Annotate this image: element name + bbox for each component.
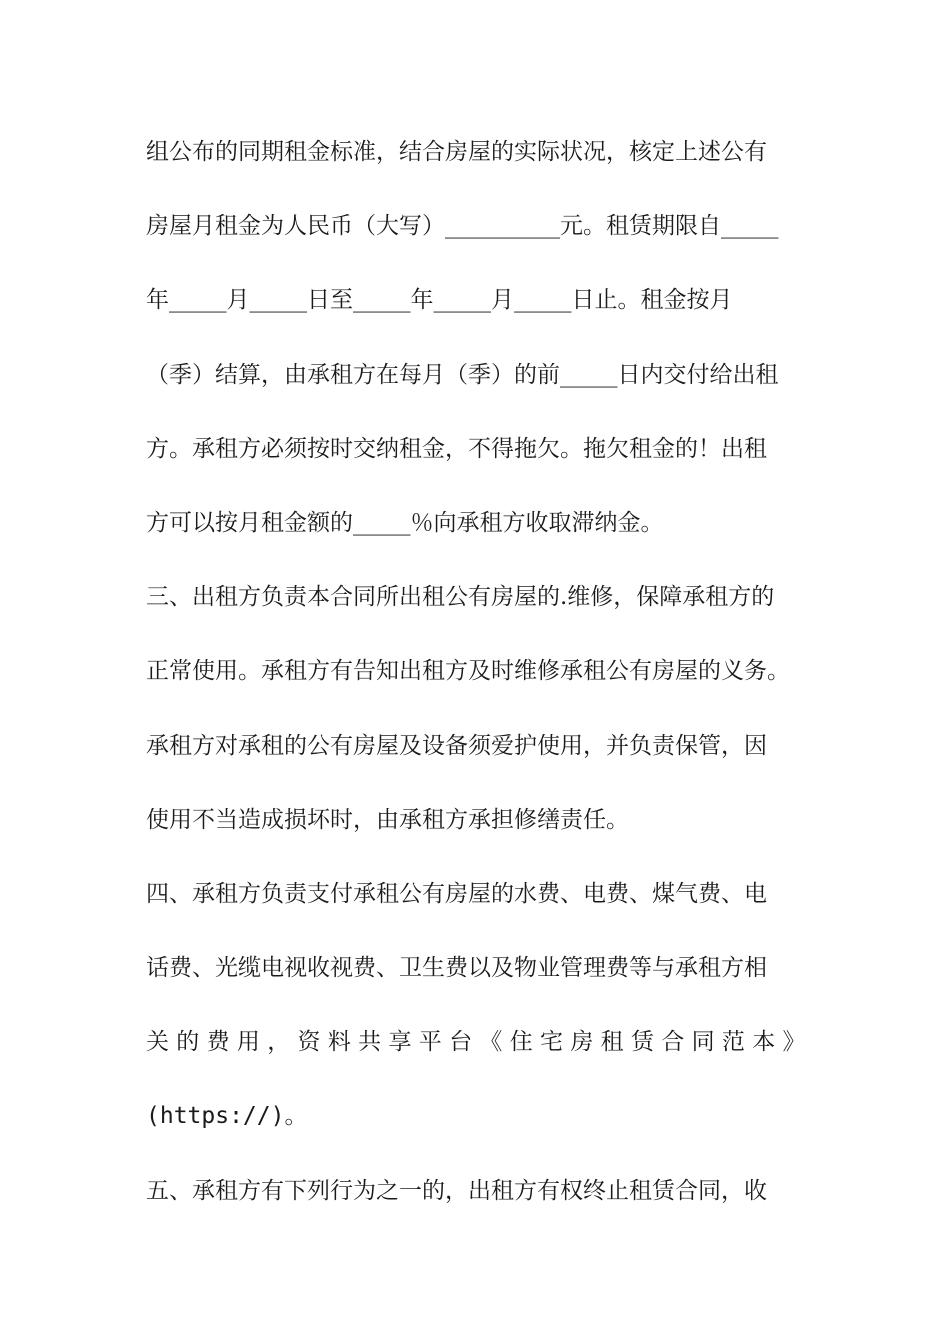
text-line-3: 年_____月_____日至_____年_____月_____日止。租金按月 (146, 287, 733, 314)
clause-3-line-2: 正常使用。承租方有告知出租方及时维修承租公有房屋的义务。 (146, 658, 790, 685)
text-line-5: 方。承租方必须按时交纳租金，不得拖欠。拖欠租金的！出租 (146, 435, 767, 462)
clause-4-link-line: (https://)。 (146, 1103, 308, 1130)
clause-3-line-1: 三、出租方负责本合同所出租公有房屋的.维修，保障承租方的 (146, 584, 775, 611)
text-line-4: （季）结算，由承租方在每月（季）的前_____日内交付给出租 (146, 361, 779, 388)
clause-4-line-3: 关 的 费 用 ， 资 料 共 享 平 台 《 住 宅 房 租 赁 合 同 范 本 》 (146, 1029, 806, 1056)
clause-4-line-1: 四、承租方负责支付承租公有房屋的水费、电费、煤气费、电 (146, 880, 767, 907)
clause-5-line-1: 五、承租方有下列行为之一的，出租方有权终止租赁合同，收 (146, 1177, 767, 1204)
clause-3-line-4: 使用不当造成损坏时，由承租方承担修缮责任。 (146, 806, 629, 833)
clause-3-line-3: 承租方对承租的公有房屋及设备须爱护使用，并负责保管，因 (146, 732, 767, 759)
contract-text (146, 131, 826, 1244)
text-line-6: 方可以按月租金额的_____％向承租方收取滞纳金。 (146, 509, 664, 536)
text-line-1: 组公布的同期租金标准，结合房屋的实际状况，核定上述公有 (146, 139, 767, 165)
clause-4-line-2: 话费、光缆电视收视费、卫生费以及物业管理费等与承租方相 (146, 955, 767, 982)
text-line-2: 房屋月租金为人民币（大写）__________元。租赁期限自_____ (146, 213, 779, 240)
